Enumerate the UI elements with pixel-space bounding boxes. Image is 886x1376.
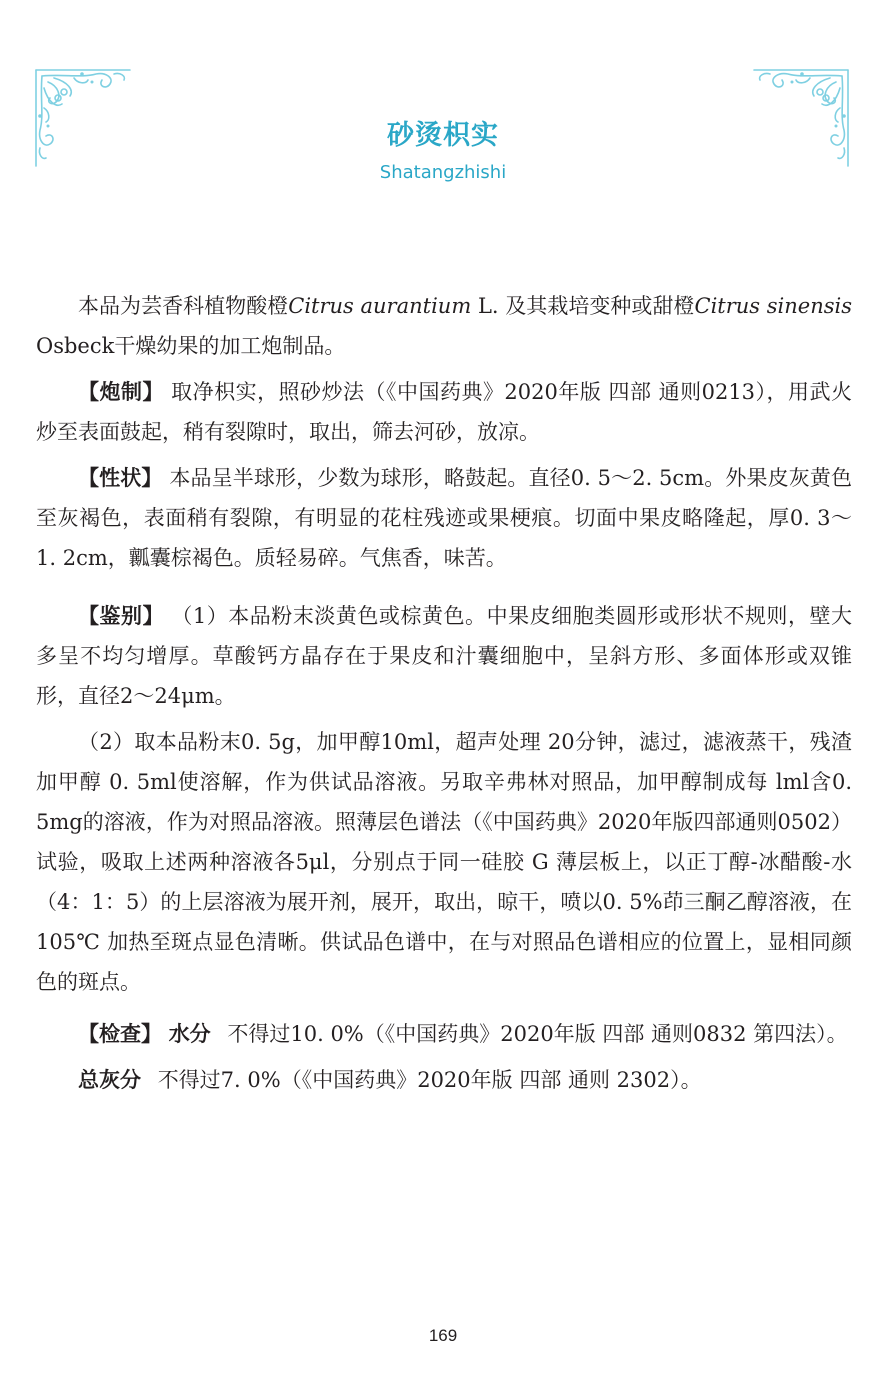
processing-text: 取净枳实，照砂炒法（《中国药典》2020年版 四部 通则0213），用武火炒至表面鼓起，稍有裂隙时，取出，筛去河砂，放凉。	[36, 380, 852, 444]
description-label: 【性状】	[78, 466, 163, 490]
identification-paragraph-2: （2）取本品粉末0. 5g，加甲醇10ml，超声处理 20分钟，滤过，滤液蒸干，残渣加甲醇 0. 5ml使溶解，作为供试品溶液。另取辛弗林对照品，加甲醇制成每 lml含0. 5mg的溶液，作为对照品溶液。照薄层色谱法（《中国药典》2020年版四部通则0502）试验，吸取上述两种溶液各5μl，分别点于同一硅胶 G 薄层板上，以正丁醇-冰醋酸-水（4：1：5）的上层溶液为展开剂，展开，取出，晾干，喷以0. 5%茚三酮乙醇溶液，在105℃ 加热至斑点显色清晰。供试品色谱中，在与对照品色谱相应的位置上，显相同颜色的斑点。	[36, 730, 852, 994]
species-name-2: Citrus sinensis	[694, 294, 853, 318]
ash-label: 总灰分	[78, 1068, 141, 1092]
ash-text: 不得过7. 0%（《中国药典》2020年版 四部 通则 2302）。	[157, 1068, 702, 1092]
monograph-body	[36, 286, 852, 1100]
page-subtitle: Shatangzhishi	[379, 162, 507, 183]
species-name-1: Citrus aurantium	[288, 294, 472, 318]
inspection-paragraph	[36, 1014, 852, 1054]
page-title: 砂烫枳实	[387, 120, 499, 151]
inspection-label: 【检查】	[78, 1022, 162, 1046]
moisture-text: 不得过10. 0%（《中国药典》2020年版 四部 通则0832 第四法）。	[227, 1022, 848, 1046]
moisture-label: 水分	[168, 1022, 211, 1046]
page-number: 169	[428, 1326, 458, 1345]
intro-text-2: L. 及其栽培变种或甜橙	[471, 294, 695, 318]
identification-text: （1）本品粉末淡黄色或棕黄色。中果皮细胞类圆形或形状不规则，壁大多呈不均匀增厚。草酸钙方晶存在于果皮和汁囊细胞中，呈斜方形、多面体形或双锥形，直径2～24μm。	[36, 604, 852, 708]
identification-paragraph	[36, 596, 852, 716]
intro-text-3: Osbeck干燥幼果的加工炮制品。	[36, 334, 346, 358]
identification-label: 【鉴别】	[78, 604, 165, 628]
description-paragraph	[36, 458, 852, 578]
processing-paragraph	[36, 372, 852, 452]
ash-paragraph	[36, 1060, 852, 1100]
intro-text-1: 本品为芸香科植物酸橙	[78, 294, 289, 318]
description-text: 本品呈半球形，少数为球形，略鼓起。直径0. 5～2. 5cm。外果皮灰黄色至灰褐色，表面稍有裂隙，有明显的花柱残迹或果梗痕。切面中果皮略隆起，厚0. 3～1. 2cm，瓤囊棕褐色。质轻易碎。气焦香，味苦。	[36, 466, 852, 570]
processing-label: 【炮制】	[78, 380, 164, 404]
intro-paragraph	[36, 286, 852, 366]
